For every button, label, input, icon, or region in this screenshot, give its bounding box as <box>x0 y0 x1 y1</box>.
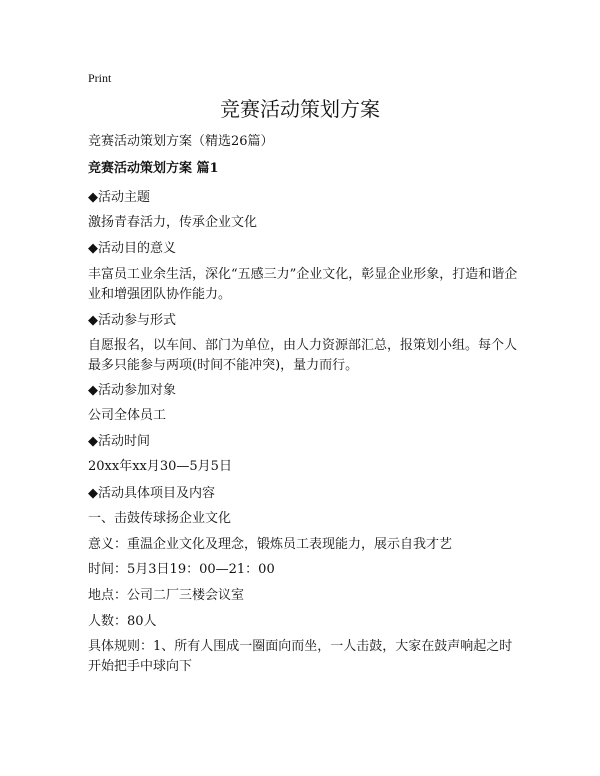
paragraph-9: ◆活动时间 <box>88 434 150 449</box>
paragraph-17: 具体规则：1、所有人围成一圈面向而坐，一人击鼓，大家在鼓声响起之时开始把手中球向下 <box>88 639 513 674</box>
paragraph-13: 意义：重温企业文化及理念，锻炼员工表现能力，展示自我才艺 <box>88 537 453 552</box>
paragraph-16: 人数：80人 <box>88 614 157 629</box>
paragraph-1: ◆活动主题 <box>88 190 150 205</box>
paragraph-12: 一、击鼓传球扬企业文化 <box>88 511 232 526</box>
paragraph-7: ◆活动参加对象 <box>88 383 176 398</box>
paragraph-8: 公司全体员工 <box>88 408 167 423</box>
section-title: 竞赛活动策划方案 篇1 <box>88 161 219 176</box>
document-subtitle: 竞赛活动策划方案（精选26篇） <box>88 134 274 149</box>
paragraph-11: ◆活动具体项目及内容 <box>88 486 215 501</box>
paragraph-5: ◆活动参与形式 <box>88 313 176 328</box>
paragraph-14: 时间：5月3日19：00—21：00 <box>88 562 275 577</box>
paragraph-6: 自愿报名，以车间、部门为单位，由人力资源部汇总，报策划小组。每个人最多只能参与两项(时间不能冲突)，量力而行。 <box>88 338 518 373</box>
document-title: 竞赛活动策划方案 <box>220 97 380 121</box>
paragraph-3: ◆活动目的意义 <box>88 241 176 256</box>
print-label[interactable]: Print <box>88 71 112 85</box>
paragraph-10: 20xx年xx月30—5月5日 <box>88 459 232 474</box>
paragraph-4: 丰富员工业余生活，深化“五感三力”企业文化，彰显企业形象，打造和谐企业和增强团队协作能力。 <box>88 267 518 302</box>
paragraph-15: 地点：公司二厂三楼会议室 <box>88 588 245 603</box>
paragraph-2: 激扬青春活力，传承企业文化 <box>88 215 258 230</box>
